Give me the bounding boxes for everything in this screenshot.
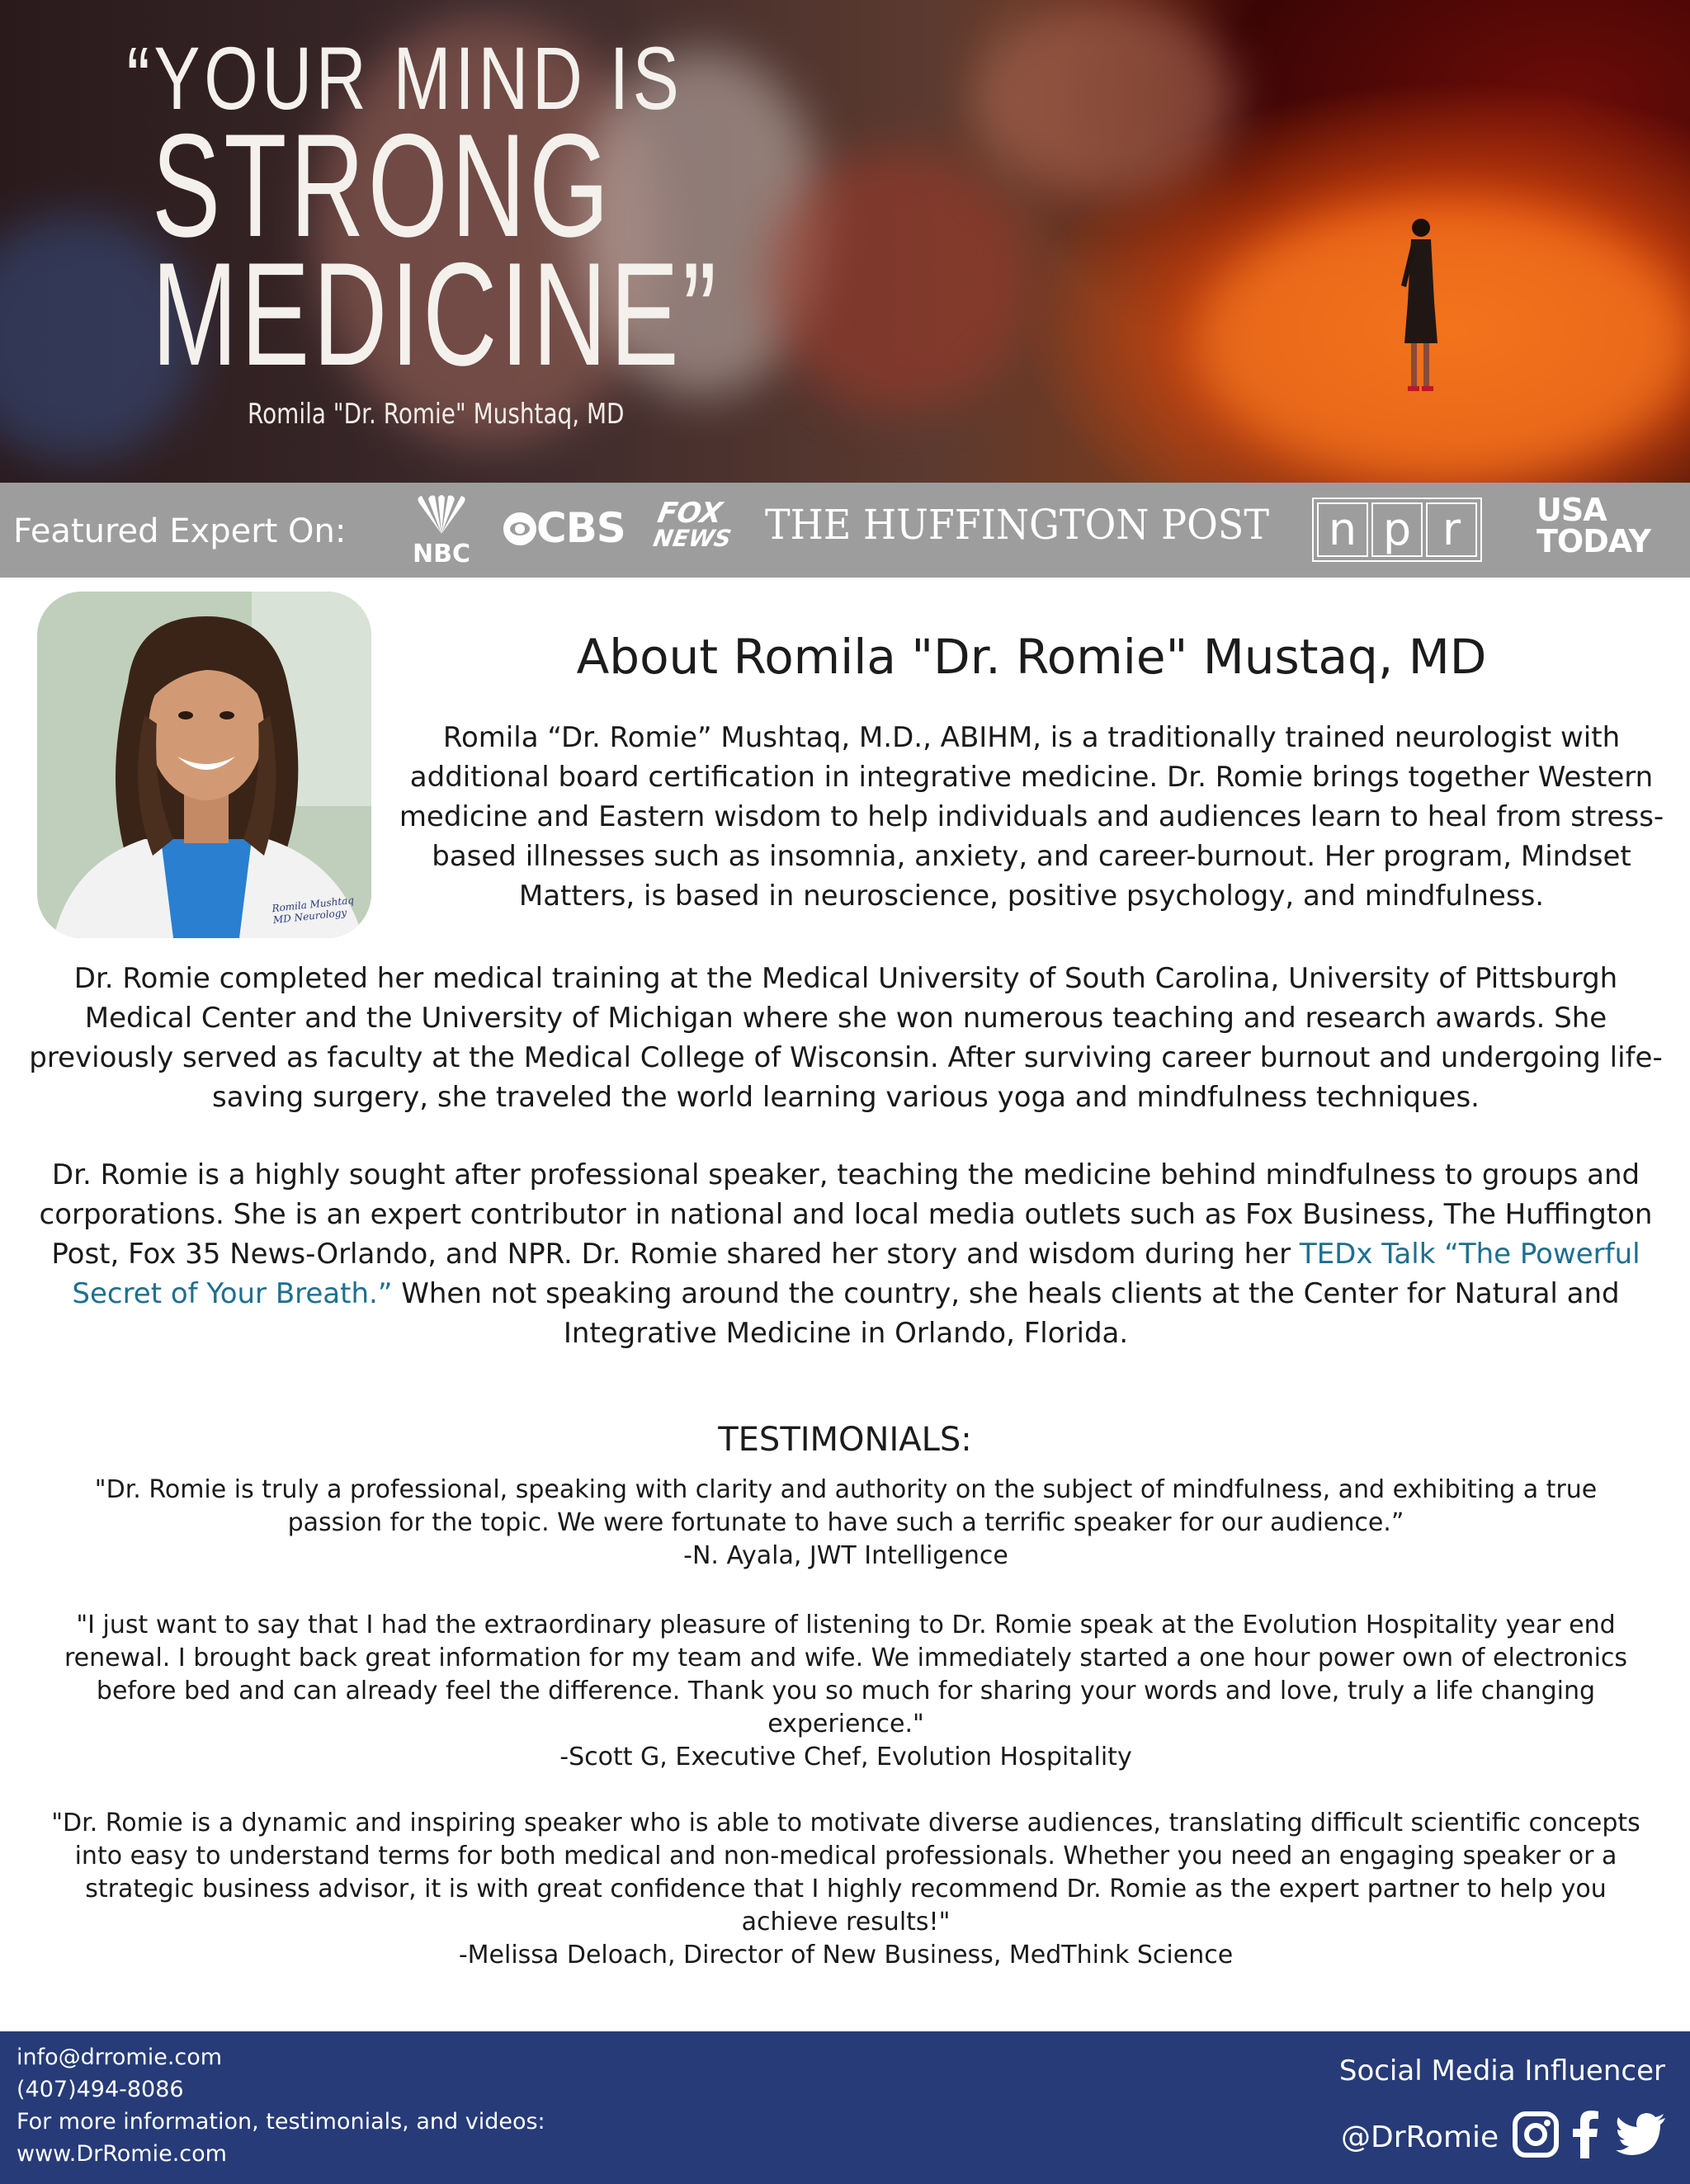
about-title: About Romila "Dr. Romie" Mustaq, MD [576, 629, 1487, 685]
footer [0, 2031, 1690, 2184]
twitter-icon[interactable] [1616, 2111, 1667, 2158]
more-info-text: For more information, testimonials, and videos: [17, 2109, 545, 2134]
usa-today-logo [1537, 494, 1650, 557]
contact-info [17, 2041, 545, 2170]
usa-text: USA [1537, 492, 1607, 528]
npr-letter: n [1317, 502, 1368, 557]
today-text: TODAY [1537, 523, 1651, 559]
testimonials-heading: TESTIMONIALS: [718, 1421, 972, 1459]
about-intro-paragraph: Romila “Dr. Romie” Mushtaq, M.D., ABIHM, is a traditionally trained neurologist with additional board certification in integrative medicine. Dr. Romie brings together Western medicine and Eastern wisdom to help individuals and audiences learn to heal from stress-based illnesses such as insomnia, anxiety, and career-burnout. Her program, Mindset Matters, is based in neuroscience, positive psychology, and mindfulness. [399, 721, 1664, 913]
featured-label: Featured Expert On: [13, 512, 347, 550]
quote-line-1: “YOUR MIND IS [126, 28, 683, 128]
npr-letter: p [1371, 502, 1423, 557]
headshot-photo [37, 592, 371, 938]
npr-letter: r [1426, 502, 1477, 557]
testimonial-quote: "I just want to say that I had the extraordinary pleasure of listening to Dr. Romie speak at the Evolution Hospitality year end renewal. I brought back great information for my team and wife. We immediately started a one hour power own of electronics before bed and can already feel the difference. Thank you so much for sharing your words and love, truly a life changing experience." [64, 1611, 1628, 1738]
portrait-illustration [37, 592, 371, 938]
cbs-text: CBS [536, 504, 625, 552]
about-training-paragraph: Dr. Romie completed her medical training at the Medical University of South Carolina, University of Pittsburgh Medical Center and the University of Michigan where she won numerous teaching and research awards. She previously served as faculty at the Medical College of Wisconsin. After surviving career burnout and undergoing life-saving surgery, she traveled the world learning various yoga and mindfulness techniques. [29, 962, 1663, 1114]
huffington-post-logo: THE HUFFINGTON POST [765, 501, 1270, 549]
quote-line-2: STRONG [152, 103, 613, 267]
audience-blur [974, 0, 1238, 198]
hero-quote [58, 28, 720, 396]
facebook-icon[interactable] [1568, 2111, 1601, 2158]
testimonial-author: -Melissa Deloach, Director of New Business, MedThink Science [458, 1941, 1234, 1969]
npr-logo [1312, 498, 1482, 562]
news-text: NEWS [651, 525, 734, 552]
speaker-figure [1396, 211, 1446, 401]
testimonial [45, 1474, 1646, 1573]
testimonial-quote: "Dr. Romie is truly a professional, speaking with clarity and authority on the subject of mindfulness, and exhibiting a true passion for the topic. We were fortunate to have such a terrific speaker for our audience.” [94, 1475, 1598, 1537]
testimonial [45, 1807, 1646, 1972]
hero-byline: Romila "Dr. Romie" Mushtaq, MD [248, 398, 625, 431]
cbs-logo [503, 504, 625, 552]
peacock-icon [408, 494, 474, 535]
quote-line-3: MEDICINE” [152, 232, 720, 396]
social-title: Social Media Influencer [1338, 2054, 1665, 2087]
nbc-text: NBC [413, 540, 470, 568]
about-speaking-paragraph [25, 1155, 1667, 1353]
speaking-text: Dr. Romie is a highly sought after professional speaker, teaching the medicine behind mindfulness to groups and corporations. She is an expert contributor in national and local media outlets such as Fox Business, The Huffington Post, Fox 35 News-Orlando, and NPR. Dr. Romie shared her story and wisdom during her [39, 1158, 1653, 1271]
coat-signature: Romila Mushtaq MD Neurology [271, 894, 355, 927]
speaking-text-end: When not speaking around the country, she heals clients at the Center for Natural and Integrative Medicine in Orlando, Florida. [392, 1277, 1620, 1350]
tedx-talk-link[interactable]: TEDx Talk “The Powerful Secret of Your Breath.” [72, 1238, 1640, 1310]
instagram-icon[interactable] [1512, 2111, 1560, 2158]
testimonial-author: -N. Ayala, JWT Intelligence [683, 1541, 1008, 1570]
cbs-eye-icon [503, 512, 536, 545]
fox-news-logo [652, 499, 739, 550]
phone-number[interactable]: (407)494-8086 [17, 2077, 184, 2102]
nbc-logo [408, 494, 474, 567]
testimonial-author: -Scott G, Executive Chef, Evolution Hospitality [559, 1743, 1132, 1771]
hero-banner [0, 0, 1690, 483]
social-handle[interactable]: @DrRomie [1341, 2120, 1499, 2154]
testimonial [45, 1609, 1646, 1774]
website-link[interactable]: www.DrRomie.com [17, 2141, 227, 2167]
audience-blur [767, 149, 1031, 413]
featured-bar [0, 483, 1690, 578]
testimonial-quote: "Dr. Romie is a dynamic and inspiring speaker who is able to motivate diverse audiences, translating difficult scientific concepts into easy to understand terms for both medical and non-medical professionals. Whether you need an engaging speaker or a strategic business advisor, it is with great confidence that I highly recommend Dr. Romie as the expert partner to help you achieve results!" [51, 1809, 1640, 1936]
fox-text: FOX [654, 497, 725, 530]
email-link[interactable]: info@drromie.com [17, 2045, 223, 2070]
